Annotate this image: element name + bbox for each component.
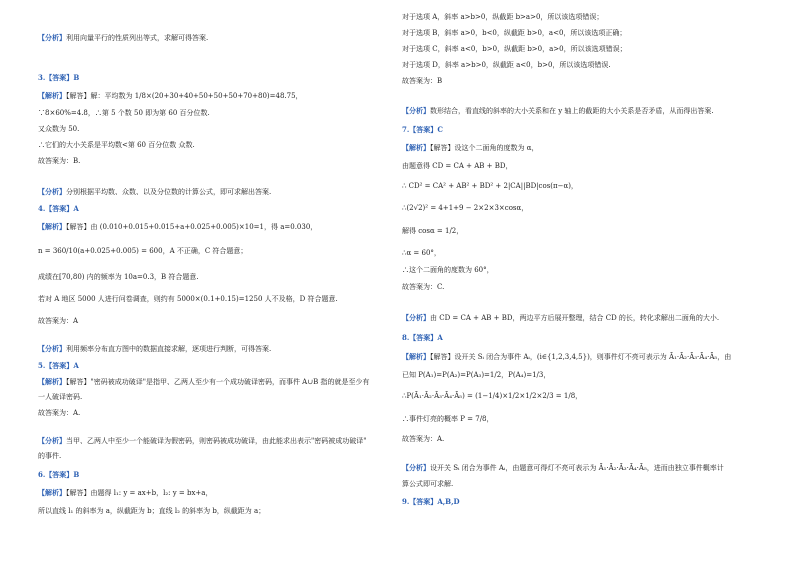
line-text: n = 360/10(a+0.025+0.005) = 600，A 不正确，C 符合题意； <box>38 247 248 255</box>
section-tag: 5.【答案】 <box>38 361 74 370</box>
line-text: ∴它们的大小关系是平均数<第 60 百分位数 众数. <box>38 141 195 149</box>
line-text: 【解答】由 (0.010+0.015+0.015+a+0.025+0.005)×10=1，得 a=0.030， <box>66 223 318 231</box>
text-line <box>38 33 208 43</box>
text-line <box>38 377 369 387</box>
line-text: 已知 P(A₁)=P(A₂)=P(A₃)=1/2，P(A₄)=1/3， <box>402 371 551 379</box>
text-line <box>402 12 603 22</box>
line-text: A <box>73 204 79 213</box>
text-line <box>402 248 441 258</box>
text-line <box>402 76 442 86</box>
line-text: 对于选项 A，斜率 a>b>0，纵截距 b>a>0，所以该选项错误； <box>402 13 604 21</box>
text-line <box>38 73 79 83</box>
text-line <box>402 497 460 507</box>
section-tag: 3.【答案】 <box>38 73 74 82</box>
line-text: 【解答】由题得 l₁: y = ax+b，l₂: y = bx+a， <box>66 489 213 497</box>
line-text: 【解答】解：平均数为 1/8×(20+30+40+50+50+50+70+80)=48.75， <box>66 92 303 100</box>
line-text: ∵8×60%=4.8，∴第 5 个数 50 即为第 60 百分位数. <box>38 109 210 117</box>
text-line <box>38 187 271 197</box>
text-line <box>38 222 317 232</box>
section-tag: 【分析】 <box>38 344 66 353</box>
text-line <box>402 434 444 444</box>
section-tag: 7.【答案】 <box>402 125 438 134</box>
line-text: 对于选项 D，斜率 a>b>0，纵截距 a<0，b>0，所以该选项错误. <box>402 61 611 69</box>
text-line <box>38 470 79 480</box>
section-tag: 6.【答案】 <box>38 470 74 479</box>
text-line <box>38 361 79 371</box>
section-tag: 【分析】 <box>38 187 66 196</box>
text-line <box>402 414 494 424</box>
text-line <box>402 60 611 70</box>
section-tag: 【分析】 <box>402 106 430 115</box>
line-text: 【解答】设开关 Sᵢ 闭合为事件 Aᵢ，(i∈{1,2,3,4,5})，则事件灯不亮可表示为 Ā₁·Ā₂·Ā₃·Ā₄·Ā₅，由 <box>430 353 732 361</box>
line-text: 对于选项 B，斜率 a>0，b<0，纵截距 b>0，a<0，所以该选项正确； <box>402 29 627 37</box>
text-line <box>38 156 80 166</box>
text-line <box>38 506 265 516</box>
line-text: ∴事件灯亮的概率 P = 7/8， <box>402 415 494 423</box>
section-tag: 【解析】 <box>402 352 430 361</box>
line-text: 当甲、乙两人中至少一个能破译为假密码，则密码被成功破译，由此能求出表示"密码被成功破译" <box>66 437 367 445</box>
text-line <box>402 333 443 343</box>
line-text: 一人破译密码. <box>38 393 83 401</box>
section-tag: 9.【答案】 <box>402 497 438 506</box>
text-line <box>402 352 731 362</box>
line-text: 故答案为：A. <box>38 409 81 417</box>
text-line <box>402 203 528 213</box>
line-text: 对于选项 C，斜率 a<0，b>0，纵截距 b>0，a>0，所以该选项错误； <box>402 45 627 53</box>
text-line <box>38 294 338 304</box>
line-text: ∴ CD² = CA² + AB² + BD² + 2|CA||BD|cos(π−α)， <box>402 182 578 190</box>
section-tag: 【解析】 <box>402 143 430 152</box>
line-text: 【解答】"密码被成功破译"是指甲、乙两人至少有一个成功破译密码，而事件 A∪B 指的就是至少有 <box>66 378 370 386</box>
text-line <box>38 272 199 282</box>
line-text: 解得 cosα = 1/2， <box>402 227 464 235</box>
line-text: 故答案为：A. <box>402 435 445 443</box>
text-line <box>38 451 61 461</box>
line-text: 若对 A 地区 5000 人进行问卷调查，则约有 5000×(0.1+0.15)=1250 人不及格，D 符合题意. <box>38 295 338 303</box>
right-column <box>402 0 772 561</box>
line-text: ∴这个二面角的度数为 60°， <box>402 266 494 274</box>
section-tag: 【分析】 <box>38 33 66 42</box>
text-line <box>38 344 271 354</box>
text-line <box>38 124 79 134</box>
text-line <box>402 143 538 153</box>
line-text: ∴(2√2)² = 4+1+9 − 2×2×3×cosα， <box>402 204 529 212</box>
line-text: B <box>73 470 80 479</box>
text-line <box>38 140 195 150</box>
text-line <box>402 226 463 236</box>
line-text: 由 CD = CA + AB + BD，两边平方后展开整理，结合 CD 的长，转化求解出二面角的大小. <box>430 314 720 322</box>
text-line <box>402 181 578 191</box>
line-text: 故答案为：C. <box>402 283 445 291</box>
text-line <box>402 265 494 275</box>
line-text: A <box>73 361 79 370</box>
line-text: 故答案为：B <box>402 77 443 85</box>
section-tag: 【解析】 <box>38 488 66 497</box>
line-text: 算公式即可求解. <box>402 480 454 488</box>
line-text: A <box>437 333 443 342</box>
text-line <box>38 316 78 326</box>
section-tag: 【分析】 <box>402 463 430 472</box>
line-text: 的事件. <box>38 452 62 460</box>
text-line <box>38 408 80 418</box>
line-text: 利用向量平行的性质列出等式，求解可得答案. <box>66 34 209 42</box>
text-line <box>38 436 366 446</box>
section-tag: 【分析】 <box>38 436 66 445</box>
text-line <box>38 246 247 256</box>
section-tag: 8.【答案】 <box>402 333 438 342</box>
line-text: C <box>437 125 443 134</box>
text-line <box>402 282 444 292</box>
section-tag: 4.【答案】 <box>38 204 74 213</box>
text-line <box>402 28 626 38</box>
left-column <box>38 0 408 561</box>
text-line <box>38 204 79 214</box>
line-text: B <box>73 73 80 82</box>
line-text: 【解答】设这个二面角的度数为 α， <box>430 144 539 152</box>
text-line <box>402 125 443 135</box>
section-tag: 【分析】 <box>402 313 430 322</box>
line-text: 利用频率分布直方图中的数据直接求解，逐项进行判断，可得答案. <box>66 345 272 353</box>
text-line <box>38 488 212 498</box>
line-text: A,B,D <box>437 497 460 506</box>
line-text: 分别根据平均数、众数、以及分位数的计算公式，即可求解出答案. <box>66 188 272 196</box>
section-tag: 【解析】 <box>38 222 66 231</box>
section-tag: 【解析】 <box>38 91 66 100</box>
line-text: 所以直线 l₁ 的斜率为 a，纵截距为 b；直线 l₂ 的斜率为 b，纵截距为 a； <box>38 507 266 515</box>
text-line <box>38 108 210 118</box>
text-line <box>402 44 627 54</box>
text-line <box>402 391 582 401</box>
text-line <box>402 479 453 489</box>
line-text: 故答案为：A <box>38 317 79 325</box>
line-text: 设开关 Sᵢ 闭合为事件 Aᵢ，由题意可得灯不亮可表示为 Ā₁·Ā₂·Ā₃·Ā₄·Ā₅，进而由独立事件概率计 <box>430 464 724 472</box>
text-line <box>402 106 714 116</box>
text-line <box>402 370 550 380</box>
text-line <box>402 161 513 171</box>
text-line <box>38 91 303 101</box>
text-line <box>38 392 82 402</box>
line-text: 故答案为：B. <box>38 157 81 165</box>
line-text: 数形结合，看直线的斜率的大小关系和在 y 轴上的截距的大小关系是否矛盾，从而得出答案. <box>430 107 714 115</box>
line-text: 由题意得 CD = CA + AB + BD， <box>402 162 513 170</box>
line-text: ∴α = 60°， <box>402 249 441 257</box>
line-text: 又众数为 50. <box>38 125 80 133</box>
line-text: ∴P(Ā₁·Ā₂·Ā₃·Ā₄·Ā₅) = (1−1/4)×1/2×1/2×2/3 = 1/8， <box>402 392 583 400</box>
line-text: 成绩在[70,80) 内的频率为 10a=0.3，B 符合题意. <box>38 273 199 281</box>
section-tag: 【解析】 <box>38 377 66 386</box>
text-line <box>402 463 724 473</box>
text-line <box>402 313 719 323</box>
